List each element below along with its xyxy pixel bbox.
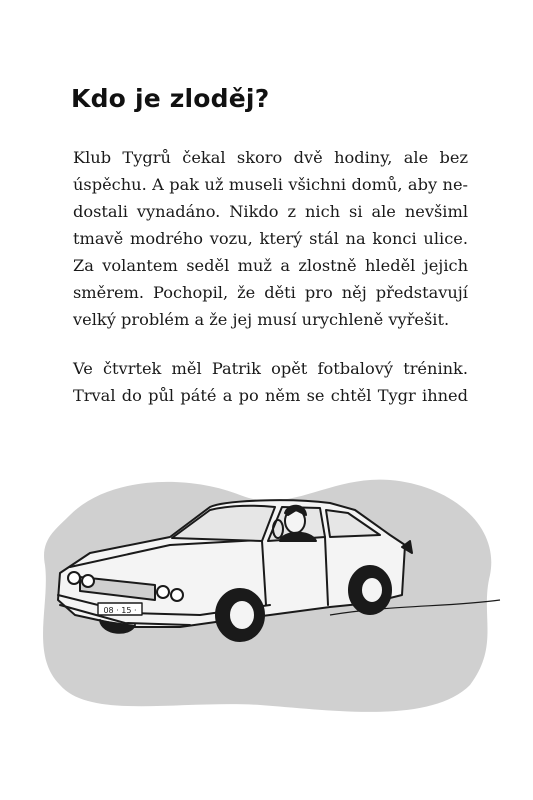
rear-wheel xyxy=(349,566,391,614)
text-line: dostali vynadáno. Nikdo z nich si ale nevšiml xyxy=(73,202,468,221)
headlight-left-outer xyxy=(68,572,80,584)
text-line: Ve čtvrtek měl Patrik opět fotbalový trénink. xyxy=(73,359,468,378)
text-line: směrem. Pochopil, že děti pro něj představují xyxy=(73,283,468,302)
headlight-left-inner xyxy=(82,575,94,587)
text-line: úspěchu. A pak už museli všichni domů, aby ne- xyxy=(73,175,468,194)
front-wheel xyxy=(216,589,264,641)
paragraph-2 xyxy=(73,355,468,409)
car-illustration xyxy=(30,455,510,725)
text-line: Za volantem seděl muž a zlostně hleděl jejich xyxy=(73,256,468,275)
text-line: Klub Tygrů čekal skoro dvě hodiny, ale bez xyxy=(73,148,468,167)
chapter-title: Kdo je zloděj? xyxy=(71,84,270,113)
headlight-right-outer xyxy=(171,589,183,601)
headlight-right-inner xyxy=(157,586,169,598)
text-line: Trval do půl páté a po něm se chtěl Tygr ihned xyxy=(73,386,468,405)
license-plate-text: 08 · 15 · xyxy=(103,606,137,615)
paragraph-1 xyxy=(73,144,468,333)
text-line: velký problém a že jej musí urychleně vyřešit. xyxy=(73,310,450,329)
text-line: tmavě modrého vozu, který stál na konci ulice. xyxy=(73,229,468,248)
